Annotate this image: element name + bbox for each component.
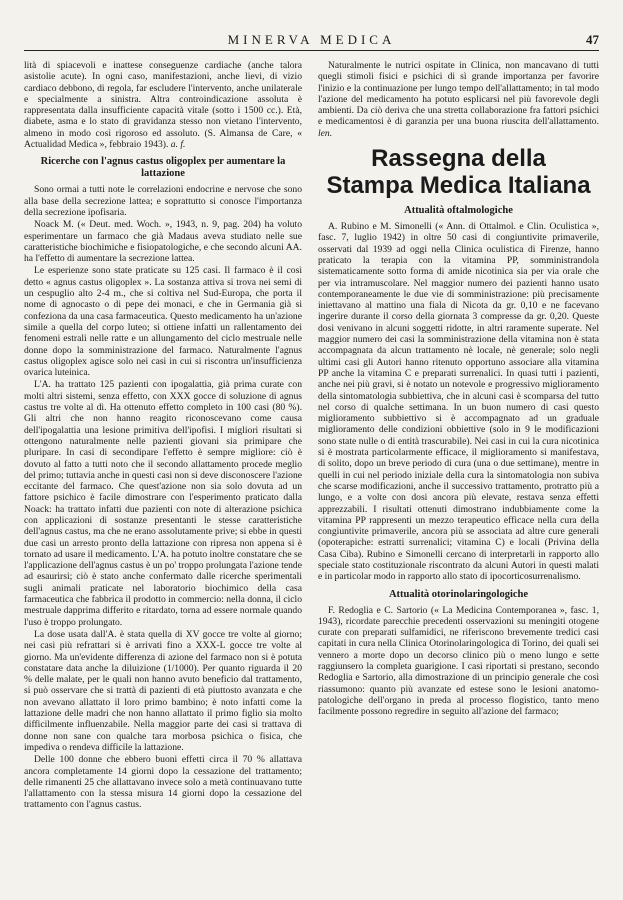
intro-signature: a. f. [170, 139, 186, 151]
paragraph: A. Rubino e M. Simonelli (« Ann. di Ottalmol. e Clin. Oculistica », fasc. 7, luglio 1942) in oltre 50 casi di congiuntivite primaverile, osservati dal 1939 ad oggi nella Clinica oculistica di Firenze, hanno praticato la terapia con la vitamina PP, somministrandola sistematicamente sotto forma di amide nicotinica sia per via orale che per via intramuscolare. Nel maggior numero dei pazienti hanno usato contemporaneamente le due vie di somministrazione: più precisamente iniettavano al mattino una fiala di Nicota da gr. 0,10 e ne facevano ingerire durante il corso della giornata 3 compresse da gr. 0,20. Queste dosi venivano in alcuni soggetti ridotte, in altri raramente superate. Nel maggior numero dei casi la somministrazione della vitamina non è stata accompagnata da alcun trattamento nè locale, nè generale; solo negli ultimi casi gli Autori hanno ritenuto opportuno associare alla vitamina PP anche la vitamina C e preparati surrenalici. In quasi tutti i pazienti, anche nei più gravi, si è notato un notevole e progressivo miglioramento della sintomatologia subbiettiva, che in alcuni casi è scomparsa del tutto nel corso di qualche settimana. In un buon numero di casi questo miglioramento subbiettivo si è accompagnato ad un graduale miglioramento delle condizioni obbiettive (solo in 9 le modificazioni sono state nulle o di entità trascurabile). Nei casi in cui la cura nicotinica si è mostrata particolarmente efficace, il miglioramento si manifestava, di solito, dopo un breve periodo di cura (una o due settimane), mentre in quelli in cui nel periodo iniziale della cura la sintomatologia non subiva che scarse modificazioni, anche il successivo trattamento, protratto più a lungo, e a volte con dosi ancora più elevate, restava senza effetti apprezzabili. I risultati ottenuti dimostrano indubbiamente come la vitamina PP rappresenti un mezzo terapeutico efficace nella cura della congiuntivite primaverile, ancora più se associata ad altre cure generali (opoterapiche: estratti surrenalici; vitamina C) e locali (Privina della Casa Ciba). Rubino e Simonelli cercano di interpretarli in rapporto allo speciale stato costituzionale riscontrato da alcuni Autori in questi malati e in particolar modo in rapporto allo stato di ipocorticosurrenalismo. [318, 221, 599, 583]
left-column [24, 60, 302, 812]
journal-title: MINERVA MEDICA [227, 32, 396, 47]
right-column [318, 60, 599, 719]
paragraph: La dose usata dall'A. è stata quella di XV gocce tre volte al giorno; nei casi più refrattari si è arrivati fino a XXX-L gocce tre volte al giorno. Ma un'evidente differenza di azione del farmaco non si è potuta constatare data anche la diluizione (1/1000). Per quanto riguarda il 20 % delle malate, per le quali non hanno avuto beneficio dal trattamento, si può osservare che si trattà di pazienti di età piuttosto avanzata e che non avevano allattato il loro primo bambino; è noto infatti come la lattazione delle madri che non hanno allattato il primo figlio sia molto difficilmente influenzabile. Nella maggior parte dei casi si trattava di donne non sane con qualche tara morbosa psichica o fisica, che impediva o rendeva difficile la lattazione. [24, 628, 302, 753]
intro-paragraph: lità di spiacevoli e inattese conseguenze cardiache (anche talora asistolie acute). In ogni caso, manifestazioni, anche lievi, di vizio cardiaco debbono, di regola, far escludere l'intervento, anche unilaterale e specialmente a sinistra. Altra controindicazione assoluta è rappresentata dalla insufficiente capacità vitale (sotto i 1500 cc.). Età, diabete, asma e lo stato di gravidanza stesso non vietano l'intervento, almeno in modo così rigoroso ed assoluto. (S. Almansa de Care, « Actualidad Medica », febbraio 1943). a. f. [24, 60, 302, 151]
rassegna-title-line2: Stampa Medica Italiana [326, 172, 591, 200]
paragraph: Sono ormai a tutti note le correlazioni endocrine e nervose che sono alla base della secrezione lattea; e soprattutto si conosce l'importanza della secrezione ipofisaria. [24, 184, 302, 218]
continuation-signature: len. [318, 127, 333, 139]
rassegna-title [318, 145, 599, 199]
oftalmologiche-section-title: Attualità oftalmologiche [404, 205, 513, 217]
paragraph: L'A. ha trattato 125 pazienti con ipogalattia, già prima curate con molti altri sistemi, senza effetto, con XXX gocce di soluzione di agnus castus tre volte al dì. Ha ottenuto effetto completo in 100 casi (80 %). Gli altri che non hanno reagito riconoscevano come causa dell'ipogalattia una lesione primitiva dell'ipofisi. I migliori risultati si ottengono naturalmente nelle pazienti giovani sia primipare che pluripare. In casi di secondipare l'effetto è sempre migliore: ciò è dovuto al fatto a tutti noto che il secondo allattamento procede meglio del primo; tuttavia anche in questi casi non si deve disconoscere l'azione eccitante del farmaco. Che quest'azione non sia solo dovuta ad un fattore psichico è facile dimostrare con l'esperimento praticato dalla Noack: ha trattato infatti due pazienti con note di alterazione psichica con applicazioni di sostanze presentanti le stesse caratteristiche dell'agnus castus, ma che ne erano assolutamente prive; si ebbe in questi due casi un arresto pronto della lattazione con ripresa non appena si è tornato ad usare il medicamento. L'A. ha potuto inoltre constatare che se l'applicazione dell'agnus castus è un po' troppo prolungata l'azione tende ad esaurirsi; ciò è stato anche confermato dalle ricerche sperimentali sugli animali praticate nel laboratorio biochimico della casa farmaceutica che fabbrica il prodotto in commercio: nella donna, il ciclo mestruale dapprima differito e ritardato, torna ad essere normale quando l'uso è troppo prolungato. [24, 379, 302, 628]
paragraph: Noack M. (« Deut. med. Woch. », 1943, n. 9, pag. 204) ha voluto esperimentare un farmaco che già Madaus aveva studiato nelle sue caratteristiche biochimiche e fisiopatologiche, e che secondo alcuni AA. ha l'effetto di aumentare la secrezione lattea. [24, 219, 302, 265]
continuation-paragraph: Naturalmente le nutrici ospitate in Clinica, non mancavano di tutti quegli stimoli fisici e psichici di sì grande importanza per favorire l'inizio e la continuazione per lungo tempo dell'allattamento; in tal modo l'azione del medicamento ha potuto esplicarsi nel più favorevole degli ambienti. Da ciò deriva che una stretta collaborazione fra fattori psichici e medicamentosi è di garanzia per una buona riuscita dell'allattamento. len. [318, 60, 599, 139]
paragraph: Delle 100 donne che ebbero buoni effetti circa il 70 % allattava ancora completamente 14 giorni dopo la cessazione del trattamento; delle rimanenti 25 che allattavano invece solo a metà continuavano tutte l'allattamento con la stessa misura 14 giorni dopo la cessazione del trattamento con l'agnus castus. [24, 754, 302, 811]
paragraph: Le esperienze sono state praticate su 125 casi. Il farmaco è il così detto « agnus castus oligoplex ». La sostanza attiva si trova nei semi di un cespuglio alto 2-4 m., che si coltiva nel Sud-Europa, che porta il nome di agnocasto o di pepe dei monaci, e che in Germania già si confeziona da una casa farmaceutica. Questo medicamento ha un'azione simile a quella del corpo luteo; si ottiene infatti un rallentamento dei fenomeni estrali nelle ratte e un allungamento del ciclo mestruale nelle donne dopo la somministrazione del farmaco. Naturalmente l'agnus castus oligoplex agisce solo nei casi in cui si riscontra un'insufficienza ovarica luteinica. [24, 265, 302, 379]
rassegna-title-line1: Rassegna della [371, 145, 546, 173]
page-header [24, 30, 599, 51]
otorinolaringologiche-section-title: Attualità otorinolaringologiche [388, 588, 529, 600]
paragraph: F. Redoglia e C. Sartorio (« La Medicina Contemporanea », fasc. 1, 1943), ricordate parecchie precedenti osservazioni su meningiti otogene curate con preparati sulfamidici, ne riferiscono brevemente tredici casi capitati in cura nella Clinica Otorinolaringologica di Torino, dei quali sei vennero a morte dopo un decorso clinico più o meno lungo e sette raggiunsero la completa guarigione. I casi riportati si prestano, secondo Redoglia e Sartorio, alla dimostrazione di un principio generale che così riassumono: quanto più avanzate ed estese sono le lesioni anatomo-patologiche dell'organo in preda al processo flogistico, tanto meno facilmente possono regredire in seguito all'azione del farmaco; [318, 604, 599, 718]
page-number: 47 [586, 32, 599, 47]
agnus-castus-section-title: Ricerche con l'agnus castus oligoplex per aumentare la lattazione [40, 156, 286, 180]
